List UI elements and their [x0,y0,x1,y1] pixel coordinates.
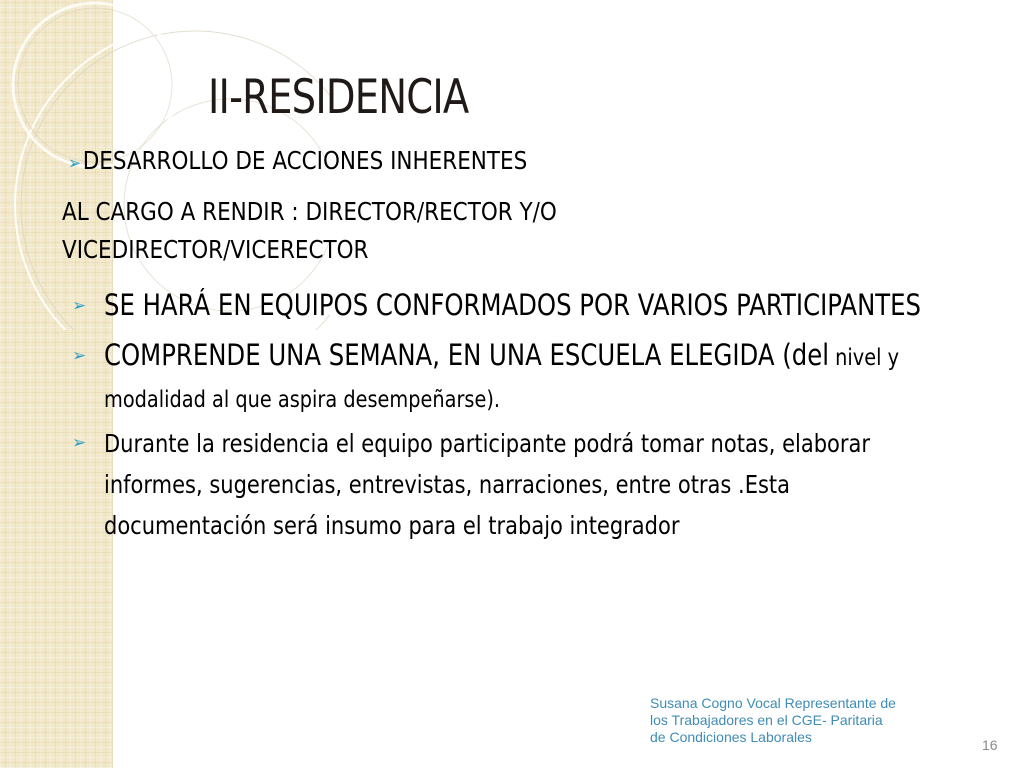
lead-bullet-text: DESARROLLO DE ACCIONES INHERENTES [82,146,528,175]
footer-line-1: Susana Cogno Vocal Representante de [650,695,896,711]
bullet-text [104,334,961,421]
bullet-text-tail: nivel y modalidad al que aspira desempeñarse). [104,345,900,413]
lead-continuation-line-1: AL CARGO A RENDIR : DIRECTOR/RECTOR Y/O [62,197,557,226]
bullet-text-lead: COMPRENDE UNA SEMANA, EN UNA ESCUELA ELEGIDA (del [104,338,830,372]
page-number: 16 [982,737,998,753]
arrow-bullet-icon: ➢ [72,346,87,366]
slide-title: II-RESIDENCIA [208,70,469,125]
lead-bullet [68,146,527,175]
bullet-text: SE HARÁ EN EQUIPOS CONFORMADOS POR VARIOS PARTICIPANTES [104,288,922,322]
footer-attribution [650,695,970,746]
arrow-bullet-icon: ➢ [68,153,81,174]
footer-line-3: de Condiciones Laborales [650,729,812,745]
footer-line-2: los Trabajadores en el CGE- Paritaria [650,712,883,728]
lead-continuation-line-2: VICEDIRECTOR/VICERECTOR [62,235,369,264]
bullet-text: Durante la residencia el equipo participante podrá tomar notas, elaborar informes, sugerencias, entrevistas, narraciones, entre otras .Esta documentación será insumo para el trabajo integrador [104,429,871,540]
bullet-item [72,334,972,421]
bullet-item [72,284,972,326]
lead-continuation [62,193,767,269]
arrow-bullet-icon: ➢ [72,433,87,453]
bullet-item [72,423,972,546]
arrow-bullet-icon: ➢ [72,296,87,316]
bullet-list [72,284,972,546]
